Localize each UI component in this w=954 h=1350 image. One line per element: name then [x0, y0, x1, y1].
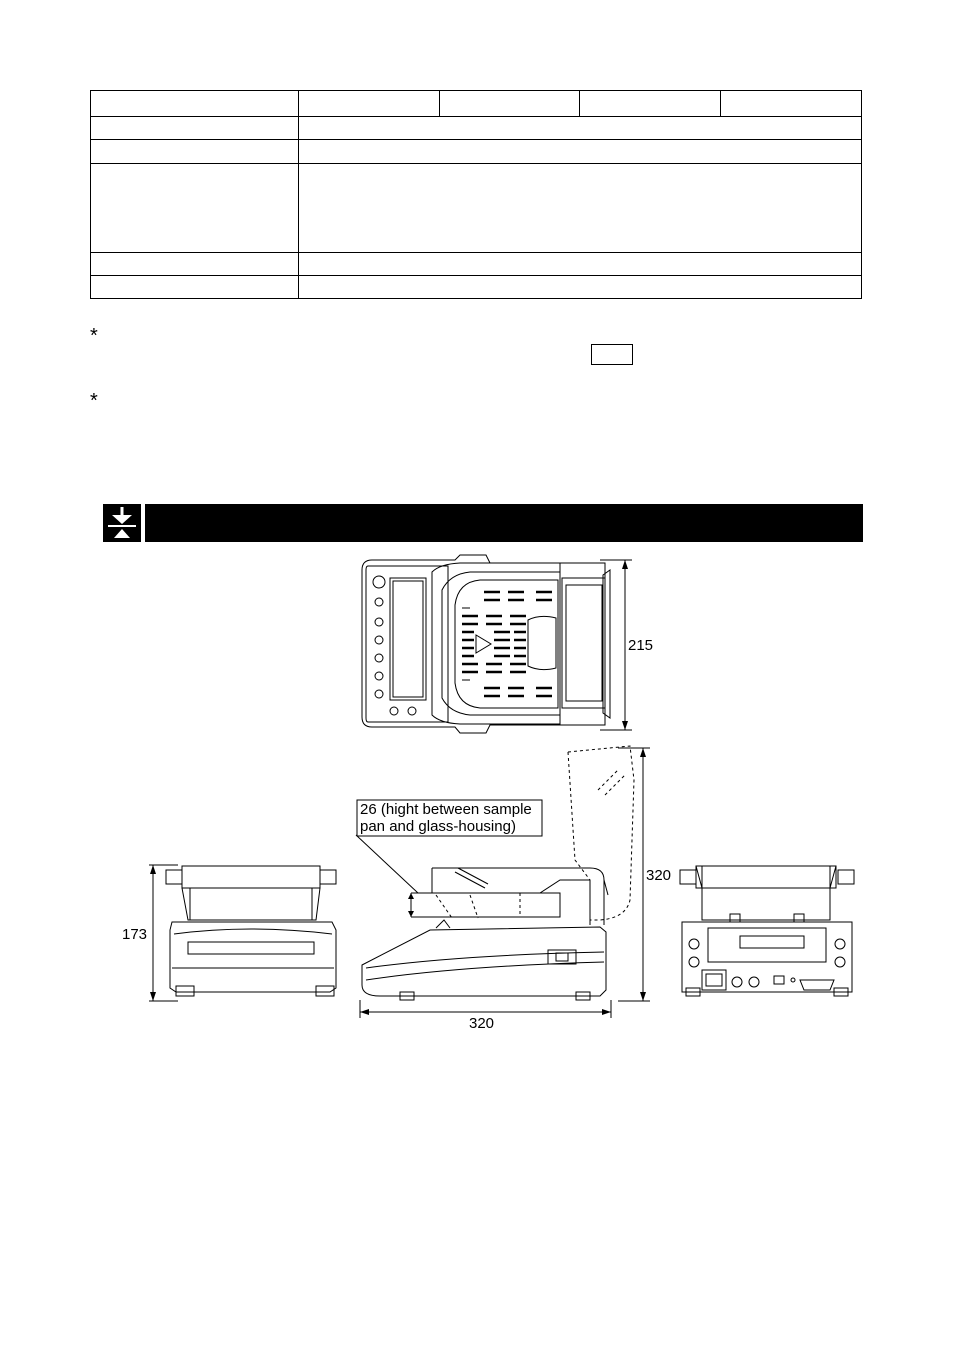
- side-view-width-label: 320: [469, 1015, 495, 1032]
- pan-gap-annotation-line1: 26 (hight between sample: [360, 801, 532, 818]
- front-view-height-label: 173: [122, 926, 148, 943]
- side-view-height-label: 320: [646, 867, 672, 884]
- front-view-drawing: [149, 865, 336, 1001]
- top-view-drawing: [362, 555, 632, 733]
- top-view-depth-label: 215: [628, 637, 654, 654]
- rear-view-drawing: [680, 866, 854, 996]
- asterisk-icon: *: [90, 390, 98, 412]
- asterisk-icon: *: [90, 325, 98, 347]
- pan-gap-annotation-line2: pan and glass-housing): [360, 818, 516, 835]
- side-view-drawing: [356, 748, 650, 1018]
